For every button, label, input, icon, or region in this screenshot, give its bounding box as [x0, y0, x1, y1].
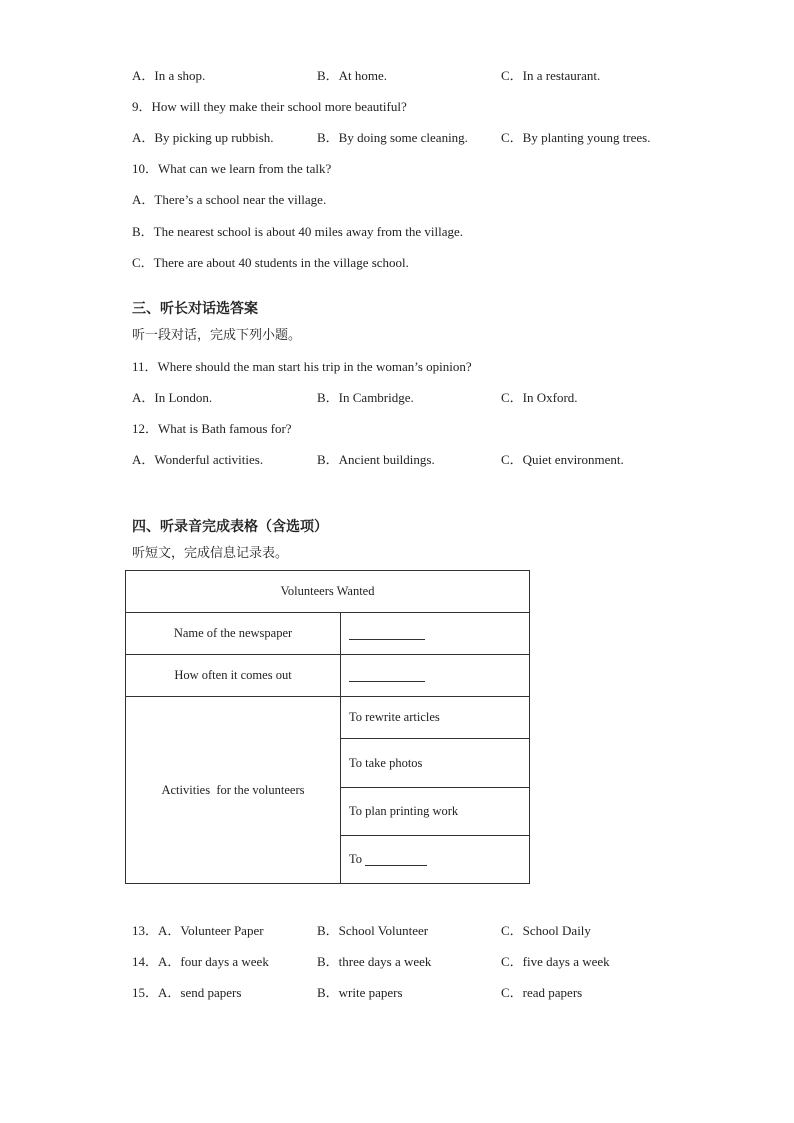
activity-cell-1 — [340, 696, 530, 739]
q12-option-b[interactable]: B．Ancient buildings. — [317, 452, 435, 467]
q9-stem: 9．How will they make their school more beautiful? — [132, 99, 407, 114]
q10-stem: 10．What can we learn from the talk? — [132, 161, 332, 176]
activity-cell-4[interactable] — [340, 835, 530, 884]
q13-option-a[interactable]: 13．A．Volunteer Paper — [132, 923, 264, 938]
answer-blank-1[interactable] — [349, 627, 425, 640]
table-title: Volunteers Wanted — [280, 584, 375, 598]
q14-option-a[interactable]: 14．A．four days a week — [132, 954, 269, 969]
q13-option-b[interactable]: B．School Volunteer — [317, 923, 429, 938]
table-row2-answer-cell[interactable] — [340, 654, 530, 697]
q11-option-b[interactable]: B．In Cambridge. — [317, 390, 414, 405]
activity-item: To take photos — [349, 755, 423, 770]
activity-prefix: To — [349, 852, 366, 866]
q14-option-b[interactable]: B．three days a week — [317, 954, 432, 969]
q11-option-a[interactable]: A．In London. — [132, 390, 213, 405]
q15-option-c[interactable]: C．read papers — [501, 985, 583, 1000]
q10-option-a[interactable]: A．There’s a school near the village. — [132, 192, 327, 207]
q9-option-c[interactable]: C．By planting young trees. — [501, 130, 651, 145]
activity-cell-2 — [340, 738, 530, 788]
q9-option-a[interactable]: A．By picking up rubbish. — [132, 130, 274, 145]
table-row1-label-cell — [125, 612, 341, 655]
q10-option-b[interactable]: B．The nearest school is about 40 miles away from the village. — [132, 224, 464, 239]
answer-blank-2[interactable] — [349, 669, 425, 682]
q15-option-a[interactable]: 15．A．send papers — [132, 985, 242, 1000]
activity-item: To rewrite articles — [349, 710, 440, 724]
q9-option-b[interactable]: B．By doing some cleaning. — [317, 130, 468, 145]
q12-option-c[interactable]: C．Quiet environment. — [501, 452, 624, 467]
q13-option-c[interactable]: C．School Daily — [501, 923, 591, 938]
q11-option-c[interactable]: C．In Oxford. — [501, 390, 578, 405]
activity-item: To plan printing work — [349, 804, 459, 818]
q14-option-c[interactable]: C．five days a week — [501, 954, 610, 969]
table-row1-answer-cell[interactable] — [340, 612, 530, 655]
section4-instruction: 听短文，完成信息记录表。 — [132, 546, 289, 561]
table-row2-label-cell — [125, 654, 341, 697]
q10-option-c[interactable]: C．There are about 40 students in the village school. — [132, 255, 409, 270]
table-title-cell — [125, 570, 530, 613]
activities-label: Activities for the volunteers — [161, 782, 305, 797]
q8-option-c[interactable]: C．In a restaurant. — [501, 68, 601, 83]
activity-cell-3 — [340, 787, 530, 836]
table-activities-label-cell — [125, 696, 341, 884]
row-newspaper-name-label: Name of the newspaper — [173, 626, 293, 640]
row-frequency-label: How often it comes out — [174, 668, 292, 682]
q11-stem: 11．Where should the man start his trip in the woman’s opinion? — [132, 359, 472, 374]
section4-heading: 四、听录音完成表格（含选项） — [132, 519, 328, 535]
q12-stem: 12．What is Bath famous for? — [132, 421, 292, 436]
section3-instruction: 听一段对话，完成下列小题。 — [132, 328, 302, 343]
q12-option-a[interactable]: A．Wonderful activities. — [132, 452, 264, 467]
q15-option-b[interactable]: B．write papers — [317, 985, 403, 1000]
q8-option-a[interactable]: A．In a shop. — [132, 68, 206, 83]
section3-heading: 三、听长对话选答案 — [132, 301, 258, 317]
answer-blank-3[interactable] — [365, 853, 427, 866]
q8-option-b[interactable]: B．At home. — [317, 68, 388, 83]
